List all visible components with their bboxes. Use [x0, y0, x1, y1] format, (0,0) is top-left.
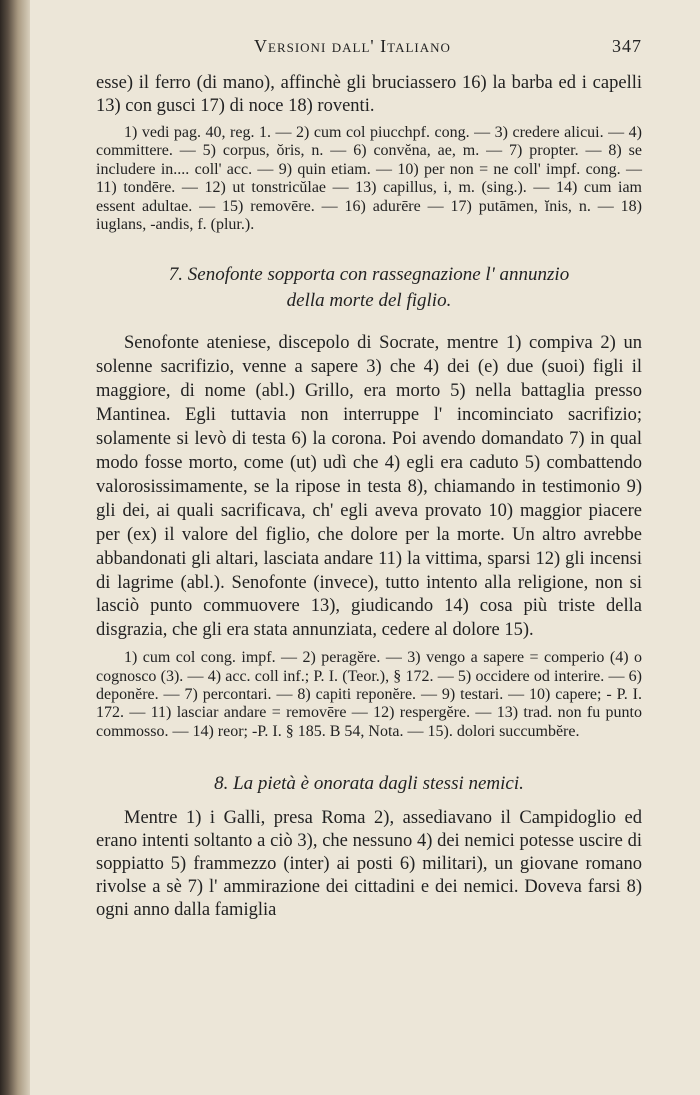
running-header — [96, 36, 642, 58]
footnotes-section-6: 1) vedi pag. 40, reg. 1. — 2) cum col piucchpf. cong. — 3) credere alicui. — 4) committere. — 5) corpus, ŏris, n. — 6) convĕna, ae, m. — 7) propter. — 8) se includere in.... coll' acc. — 9) quin etiam. — 10) per non = ne coll' impf. cong. — 11) tondēre. — 12) ut tonstricŭlae — 13) capillus, i, m. (sing.). — 14) cum iam essent adultae. — 15) removēre. — 16) adurēre — 17) putāmen, ĭnis, n. — 18) iuglans, -andis, f. (plur.). — [96, 124, 642, 234]
page-content — [96, 72, 642, 922]
continued-text: esse) il ferro (di mano), affinchè gli bruciassero 16) la barba ed i capelli 13) con gusci 17) di noce 18) roventi. — [96, 73, 642, 116]
page-number: 347 — [612, 36, 642, 56]
section-8-body: Mentre 1) i Galli, presa Roma 2), assediavano il Campidoglio ed erano intenti soltanto a ciò 3), che nessuno 4) dei nemici potesse uscire di soppiatto 5) frammezzo (inter) ai posti 6) militari), un giovane romano rivolse a sè 7) l' ammirazione dei cittadini e dei nemici. Doveva farsi 8) ogni anno dalla famiglia — [96, 808, 642, 921]
section-7-heading-line1: 7. Senofonte sopporta con rassegnazione l' annunzio — [168, 264, 570, 286]
running-title: Versioni dall' Italiano — [254, 36, 451, 56]
section-7 — [96, 332, 642, 741]
section-7-body: Senofonte ateniese, discepolo di Socrate, mentre 1) compiva 2) un solenne sacrifizio, venne a sapere 3) che 4) dei (e) due (suoi) figli il maggiore, di nome (abl.) Grillo, era morto 5) nella battaglia presso Mantinea. Egli tuttavia non interruppe l' incominciato sacrifizio; solamente si levò di testa 6) la corona. Poi avendo domandato 7) in qual modo fosse morto, come (ut) udì che 4) egli era caduto 5) combattendo valorosissimamente, se la ripose in testa 8), chiamando in testimonio 9) gli dei, ai quali sacrificava, ch' egli aveva provato 10) maggior piacere per (ex) il valore del figlio, che dolore per la morte. Un altro avrebbe abbandonati gli altari, lasciata andare 11) la vittima, sparsi 12) gli incensi di lagrime (abl.). Senofonte (invece), tutto intento alla religione, non si lasciò punto commuovere 13), giudicando 14) cosa più triste della disgrazia, che gli era stata annunziata, cedere al dolore 15). — [96, 333, 642, 641]
book-spine-shadow — [0, 0, 30, 1095]
section-7-heading-line2: della morte del figlio. — [286, 290, 452, 312]
section-7-heading — [96, 262, 642, 314]
section-7-footnotes: 1) cum col cong. impf. — 2) peragĕre. — 3) vengo a sapere = comperio (4) o cognosco (3). — 4) acc. coll inf.; P. I. (Teor.), § 172. — 5) occidere od interire. — 6) deponĕre. — 7) percontari. — 8) capiti reponĕre. — 9) testari. — 10) capere; - P. I. 172. — 11) lasciar andare = removēre — 12) respergĕre. — 13) trad. non fu punto commosso. — 14) reor; -P. I. § 185. B 54, Nota. — 15). dolori succumbĕre. — [96, 649, 642, 740]
section-8-heading: 8. La pietà è onorata dagli stessi nemici. — [214, 773, 524, 795]
